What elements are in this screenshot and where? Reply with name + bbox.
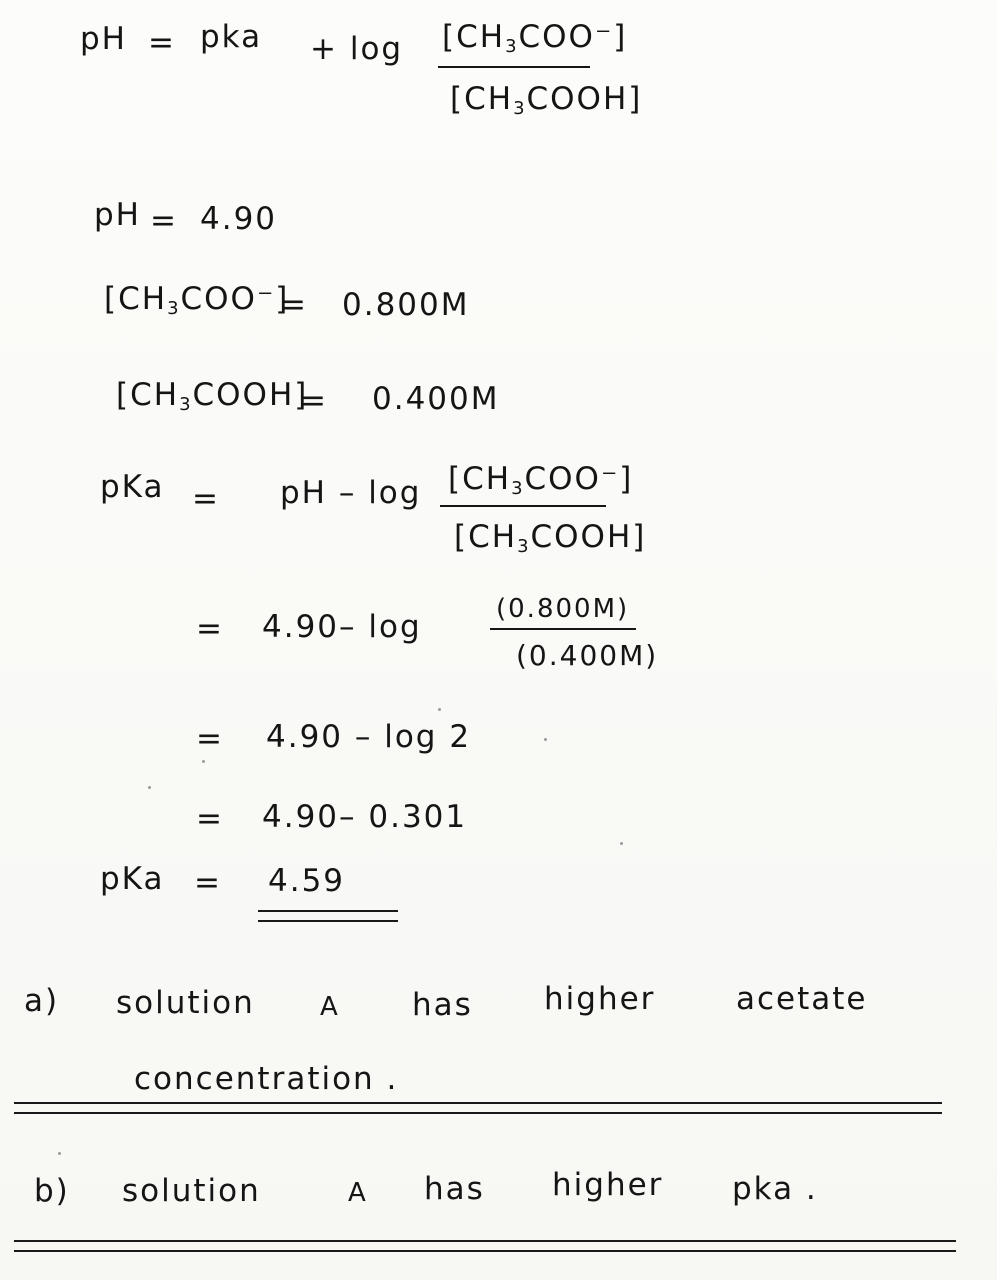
step2-text: 4.90 – log 2 <box>266 719 472 755</box>
step1-fraction-bar <box>490 628 636 630</box>
ph-value: 4.90 <box>200 201 278 237</box>
answer-b-marker: b) <box>34 1173 70 1209</box>
solve-pka-label: pKa <box>100 469 165 505</box>
pen-speck <box>58 1152 61 1155</box>
step3-equals: = <box>196 801 224 837</box>
answer-a-word-2: A <box>320 992 340 1022</box>
result-pka-label: pKa <box>100 861 165 897</box>
answer-a-marker: a) <box>24 983 60 1019</box>
answer-a-word-4: higher <box>544 981 656 1017</box>
answer-b-word-4: higher <box>552 1167 664 1203</box>
eq1-numerator: $[CH_3COO^-]$ <box>442 19 628 58</box>
solve-fraction-bar <box>440 505 606 507</box>
answer-b-word-2: A <box>348 1178 368 1208</box>
step1-numerator: (0.800M) <box>496 594 630 624</box>
answer-b-word-1: solution <box>122 1173 261 1209</box>
pen-speck <box>620 842 623 845</box>
answer-a-word-5: acetate <box>736 981 868 1017</box>
answer-a-word-1: solution <box>116 985 255 1021</box>
eq1-fraction-bar <box>438 66 590 68</box>
eq1-pka: pka <box>200 19 263 55</box>
acetate-value: 0.800M <box>342 287 470 323</box>
answer-a-double-underline <box>14 1102 942 1114</box>
step1-equals: = <box>196 611 224 647</box>
solve-equals: = <box>192 481 220 517</box>
solve-numerator: $[CH_3COO^-]$ <box>448 461 634 500</box>
solve-denominator: $[CH_3COOH]$ <box>454 519 647 558</box>
eq1-denominator: $[CH_3COOH]$ <box>450 81 643 120</box>
result-double-underline <box>258 910 398 922</box>
pen-speck <box>438 708 441 711</box>
pen-speck <box>202 760 205 763</box>
answer-b-word-3: has <box>424 1171 485 1207</box>
acid-value: 0.400M <box>372 381 500 417</box>
answer-b-double-underline <box>14 1240 956 1252</box>
answer-a-word-3: has <box>412 987 473 1023</box>
acid-equals: = <box>300 383 328 419</box>
answer-a-line-2: concentration . <box>134 1061 399 1097</box>
step1-text: 4.90– log <box>262 609 422 645</box>
ph-equals: = <box>150 203 178 239</box>
result-equals: = <box>194 865 222 901</box>
acetate-label: $[CH_3COO^-]$ <box>104 281 290 320</box>
result-value: 4.59 <box>268 863 346 899</box>
step1-denominator: (0.400M) <box>516 639 659 672</box>
eq1-equals: = <box>148 25 176 61</box>
answer-b-word-5: pka . <box>732 1171 818 1207</box>
pen-speck <box>544 738 547 741</box>
eq1-plus-log: + log <box>310 31 404 67</box>
eq1-lhs: pH <box>80 21 127 57</box>
ph-label: pH <box>94 197 141 233</box>
step2-equals: = <box>196 721 224 757</box>
acid-label: $[CH_3COOH]$ <box>116 377 309 416</box>
solve-ph-minus-log: pH – log <box>280 475 422 511</box>
pen-speck <box>148 786 151 789</box>
acetate-equals: = <box>280 287 308 323</box>
step3-text: 4.90– 0.301 <box>262 799 468 835</box>
